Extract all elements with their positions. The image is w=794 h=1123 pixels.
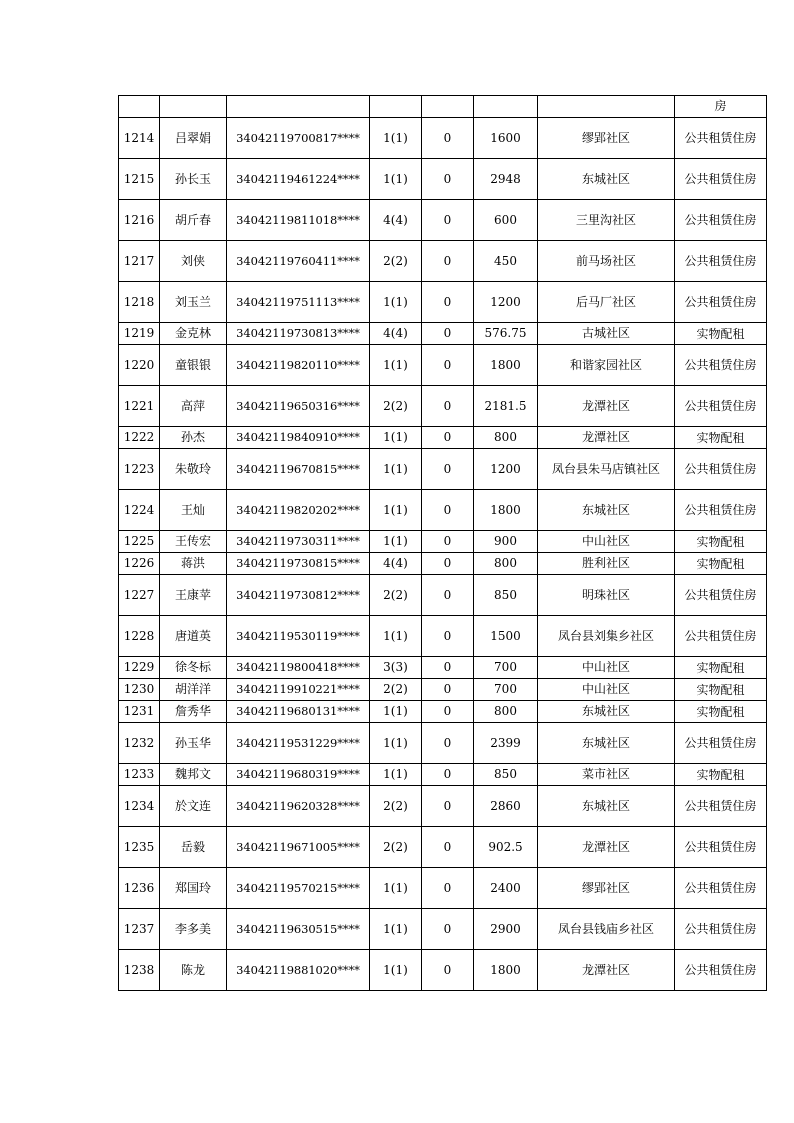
cell-id-number: 34042119730813****: [227, 323, 370, 345]
cell-amount: 800: [474, 701, 538, 723]
table-row: [119, 827, 767, 868]
cell-serial-number: 1231: [119, 701, 160, 723]
cell-name: 唐道英: [160, 616, 227, 657]
cell-name: 郑国玲: [160, 868, 227, 909]
table-row: [119, 553, 767, 575]
cell-family-size: 1(1): [370, 701, 422, 723]
cell-name: 徐冬标: [160, 657, 227, 679]
cell-family-size: 4(4): [370, 323, 422, 345]
cell-serial-number: 1218: [119, 282, 160, 323]
cell-zero-value: 0: [422, 531, 474, 553]
cell-allocation-type: 实物配租: [675, 764, 767, 786]
cell-serial-number: 1235: [119, 827, 160, 868]
table-row: [119, 531, 767, 553]
cell-family-size: 1(1): [370, 345, 422, 386]
cell-name: 岳毅: [160, 827, 227, 868]
cell-family-size: 4(4): [370, 200, 422, 241]
cell-id-number: 34042119820110****: [227, 345, 370, 386]
cell-family-size: 1(1): [370, 159, 422, 200]
cell-family-size: 1(1): [370, 490, 422, 531]
cell-zero-value: 0: [422, 575, 474, 616]
cell-allocation-type: 实物配租: [675, 657, 767, 679]
table-row: [119, 679, 767, 701]
cell-amount: 2181.5: [474, 386, 538, 427]
cell-serial-number: 1223: [119, 449, 160, 490]
table-row: [119, 868, 767, 909]
cell-allocation-type: 公共租赁住房: [675, 909, 767, 950]
cell-community: 龙潭社区: [538, 386, 675, 427]
cell-serial-number: 1226: [119, 553, 160, 575]
cell-allocation-type: 公共租赁住房: [675, 868, 767, 909]
cell-name: 胡斤春: [160, 200, 227, 241]
cell-amount: 902.5: [474, 827, 538, 868]
cell-id-number: 34042119730311****: [227, 531, 370, 553]
cell-serial-number: 1238: [119, 950, 160, 991]
cell-community: 古城社区: [538, 323, 675, 345]
cell-family-size: 3(3): [370, 657, 422, 679]
cell-serial-number: 1227: [119, 575, 160, 616]
cell-id-number: 34042119760411****: [227, 241, 370, 282]
cell-name: 王灿: [160, 490, 227, 531]
cell-amount: 1800: [474, 950, 538, 991]
cell-family-size: 2(2): [370, 679, 422, 701]
cell-allocation-type: 公共租赁住房: [675, 575, 767, 616]
cell-name: 陈龙: [160, 950, 227, 991]
cell-empty: [119, 96, 160, 118]
cell-name: 蒋洪: [160, 553, 227, 575]
cell-allocation-type: 公共租赁住房: [675, 950, 767, 991]
cell-zero-value: 0: [422, 490, 474, 531]
cell-family-size: 2(2): [370, 575, 422, 616]
cell-type-continued: 房: [675, 96, 767, 118]
cell-community: 中山社区: [538, 679, 675, 701]
cell-allocation-type: 公共租赁住房: [675, 241, 767, 282]
cell-serial-number: 1232: [119, 723, 160, 764]
table-row: [119, 723, 767, 764]
cell-allocation-type: 公共租赁住房: [675, 386, 767, 427]
cell-zero-value: 0: [422, 386, 474, 427]
table-row: [119, 616, 767, 657]
table-row: [119, 575, 767, 616]
cell-zero-value: 0: [422, 241, 474, 282]
cell-community: 东城社区: [538, 159, 675, 200]
table-row: [119, 159, 767, 200]
cell-serial-number: 1215: [119, 159, 160, 200]
cell-serial-number: 1225: [119, 531, 160, 553]
cell-amount: 2948: [474, 159, 538, 200]
cell-community: 三里沟社区: [538, 200, 675, 241]
cell-zero-value: 0: [422, 909, 474, 950]
cell-amount: 1600: [474, 118, 538, 159]
cell-serial-number: 1229: [119, 657, 160, 679]
cell-community: 龙潭社区: [538, 950, 675, 991]
cell-zero-value: 0: [422, 723, 474, 764]
table-row: [119, 386, 767, 427]
cell-amount: 2399: [474, 723, 538, 764]
cell-allocation-type: 公共租赁住房: [675, 159, 767, 200]
table-row: [119, 909, 767, 950]
cell-community: 凤台县刘集乡社区: [538, 616, 675, 657]
cell-zero-value: 0: [422, 786, 474, 827]
table-row: [119, 345, 767, 386]
cell-empty: [227, 96, 370, 118]
cell-id-number: 34042119650316****: [227, 386, 370, 427]
cell-zero-value: 0: [422, 200, 474, 241]
cell-allocation-type: 实物配租: [675, 553, 767, 575]
cell-community: 东城社区: [538, 786, 675, 827]
cell-community: 明珠社区: [538, 575, 675, 616]
cell-id-number: 34042119881020****: [227, 950, 370, 991]
table-row: [119, 241, 767, 282]
cell-allocation-type: 实物配租: [675, 531, 767, 553]
cell-allocation-type: 实物配租: [675, 323, 767, 345]
cell-allocation-type: 公共租赁住房: [675, 118, 767, 159]
table-row: [119, 490, 767, 531]
cell-serial-number: 1217: [119, 241, 160, 282]
cell-family-size: 2(2): [370, 827, 422, 868]
cell-amount: 800: [474, 427, 538, 449]
cell-family-size: 2(2): [370, 786, 422, 827]
cell-id-number: 34042119530119****: [227, 616, 370, 657]
cell-amount: 600: [474, 200, 538, 241]
cell-zero-value: 0: [422, 449, 474, 490]
cell-allocation-type: 公共租赁住房: [675, 490, 767, 531]
cell-family-size: 1(1): [370, 118, 422, 159]
cell-id-number: 34042119811018****: [227, 200, 370, 241]
cell-community: 和谐家园社区: [538, 345, 675, 386]
cell-allocation-type: 公共租赁住房: [675, 345, 767, 386]
cell-family-size: 1(1): [370, 282, 422, 323]
cell-amount: 850: [474, 764, 538, 786]
cell-zero-value: 0: [422, 159, 474, 200]
cell-allocation-type: 公共租赁住房: [675, 449, 767, 490]
cell-name: 高萍: [160, 386, 227, 427]
cell-community: 菜市社区: [538, 764, 675, 786]
cell-community: 缪郢社区: [538, 118, 675, 159]
cell-family-size: 1(1): [370, 449, 422, 490]
cell-allocation-type: 公共租赁住房: [675, 723, 767, 764]
cell-id-number: 34042119730812****: [227, 575, 370, 616]
table-row: [119, 701, 767, 723]
cell-community: 东城社区: [538, 490, 675, 531]
cell-serial-number: 1233: [119, 764, 160, 786]
cell-community: 中山社区: [538, 657, 675, 679]
cell-amount: 1800: [474, 345, 538, 386]
cell-name: 刘玉兰: [160, 282, 227, 323]
cell-name: 王传宏: [160, 531, 227, 553]
cell-family-size: 4(4): [370, 553, 422, 575]
cell-name: 孙杰: [160, 427, 227, 449]
continued-row: [119, 96, 767, 118]
cell-community: 凤台县朱马店镇社区: [538, 449, 675, 490]
cell-amount: 1200: [474, 449, 538, 490]
cell-name: 李多美: [160, 909, 227, 950]
cell-family-size: 1(1): [370, 723, 422, 764]
cell-id-number: 34042119751113****: [227, 282, 370, 323]
cell-zero-value: 0: [422, 345, 474, 386]
cell-zero-value: 0: [422, 827, 474, 868]
cell-id-number: 34042119700817****: [227, 118, 370, 159]
cell-allocation-type: 公共租赁住房: [675, 786, 767, 827]
cell-serial-number: 1236: [119, 868, 160, 909]
cell-serial-number: 1220: [119, 345, 160, 386]
cell-community: 凤台县钱庙乡社区: [538, 909, 675, 950]
cell-family-size: 1(1): [370, 616, 422, 657]
cell-name: 金克林: [160, 323, 227, 345]
cell-serial-number: 1228: [119, 616, 160, 657]
cell-amount: 2900: [474, 909, 538, 950]
cell-family-size: 1(1): [370, 427, 422, 449]
cell-family-size: 1(1): [370, 909, 422, 950]
cell-community: 龙潭社区: [538, 827, 675, 868]
cell-empty: [474, 96, 538, 118]
cell-zero-value: 0: [422, 950, 474, 991]
cell-allocation-type: 公共租赁住房: [675, 282, 767, 323]
cell-amount: 850: [474, 575, 538, 616]
cell-amount: 1800: [474, 490, 538, 531]
cell-empty: [160, 96, 227, 118]
cell-serial-number: 1237: [119, 909, 160, 950]
table-row: [119, 449, 767, 490]
cell-id-number: 34042119630515****: [227, 909, 370, 950]
cell-id-number: 34042119670815****: [227, 449, 370, 490]
cell-serial-number: 1216: [119, 200, 160, 241]
cell-allocation-type: 公共租赁住房: [675, 827, 767, 868]
cell-name: 胡洋洋: [160, 679, 227, 701]
cell-amount: 2860: [474, 786, 538, 827]
cell-zero-value: 0: [422, 616, 474, 657]
table-row: [119, 657, 767, 679]
table-row: [119, 427, 767, 449]
cell-community: 缪郢社区: [538, 868, 675, 909]
table-body: [119, 96, 767, 991]
cell-id-number: 34042119680131****: [227, 701, 370, 723]
cell-id-number: 34042119840910****: [227, 427, 370, 449]
cell-community: 龙潭社区: [538, 427, 675, 449]
allocation-table: [118, 95, 767, 991]
cell-serial-number: 1222: [119, 427, 160, 449]
cell-id-number: 34042119820202****: [227, 490, 370, 531]
cell-family-size: 1(1): [370, 531, 422, 553]
cell-id-number: 34042119730815****: [227, 553, 370, 575]
table-row: [119, 118, 767, 159]
cell-serial-number: 1219: [119, 323, 160, 345]
cell-id-number: 34042119910221****: [227, 679, 370, 701]
cell-family-size: 1(1): [370, 764, 422, 786]
cell-zero-value: 0: [422, 657, 474, 679]
cell-zero-value: 0: [422, 427, 474, 449]
cell-id-number: 34042119800418****: [227, 657, 370, 679]
cell-name: 朱敬玲: [160, 449, 227, 490]
cell-zero-value: 0: [422, 118, 474, 159]
cell-serial-number: 1214: [119, 118, 160, 159]
cell-id-number: 34042119680319****: [227, 764, 370, 786]
cell-allocation-type: 实物配租: [675, 427, 767, 449]
table-row: [119, 200, 767, 241]
cell-community: 前马场社区: [538, 241, 675, 282]
cell-zero-value: 0: [422, 282, 474, 323]
cell-name: 於文连: [160, 786, 227, 827]
cell-amount: 700: [474, 679, 538, 701]
cell-amount: 900: [474, 531, 538, 553]
cell-name: 魏邦文: [160, 764, 227, 786]
table-row: [119, 950, 767, 991]
table-row: [119, 282, 767, 323]
cell-zero-value: 0: [422, 868, 474, 909]
cell-family-size: 2(2): [370, 241, 422, 282]
cell-amount: 450: [474, 241, 538, 282]
cell-amount: 1500: [474, 616, 538, 657]
cell-family-size: 2(2): [370, 386, 422, 427]
cell-zero-value: 0: [422, 701, 474, 723]
cell-allocation-type: 公共租赁住房: [675, 200, 767, 241]
cell-id-number: 34042119461224****: [227, 159, 370, 200]
cell-zero-value: 0: [422, 679, 474, 701]
cell-amount: 2400: [474, 868, 538, 909]
cell-family-size: 1(1): [370, 868, 422, 909]
cell-community: 东城社区: [538, 723, 675, 764]
cell-zero-value: 0: [422, 553, 474, 575]
cell-community: 胜利社区: [538, 553, 675, 575]
cell-name: 童银银: [160, 345, 227, 386]
cell-id-number: 34042119671005****: [227, 827, 370, 868]
cell-id-number: 34042119531229****: [227, 723, 370, 764]
cell-family-size: 1(1): [370, 950, 422, 991]
cell-name: 孙长玉: [160, 159, 227, 200]
cell-serial-number: 1230: [119, 679, 160, 701]
cell-amount: 800: [474, 553, 538, 575]
cell-amount: 576.75: [474, 323, 538, 345]
cell-name: 詹秀华: [160, 701, 227, 723]
cell-community: 后马厂社区: [538, 282, 675, 323]
cell-community: 中山社区: [538, 531, 675, 553]
cell-id-number: 34042119570215****: [227, 868, 370, 909]
cell-community: 东城社区: [538, 701, 675, 723]
cell-zero-value: 0: [422, 323, 474, 345]
cell-allocation-type: 公共租赁住房: [675, 616, 767, 657]
cell-empty: [538, 96, 675, 118]
table-row: [119, 764, 767, 786]
cell-name: 刘侠: [160, 241, 227, 282]
cell-amount: 1200: [474, 282, 538, 323]
cell-id-number: 34042119620328****: [227, 786, 370, 827]
cell-empty: [370, 96, 422, 118]
cell-serial-number: 1224: [119, 490, 160, 531]
table-row: [119, 786, 767, 827]
cell-name: 孙玉华: [160, 723, 227, 764]
cell-allocation-type: 实物配租: [675, 679, 767, 701]
cell-amount: 700: [474, 657, 538, 679]
cell-serial-number: 1234: [119, 786, 160, 827]
cell-allocation-type: 实物配租: [675, 701, 767, 723]
cell-name: 吕翠娟: [160, 118, 227, 159]
cell-name: 王康苹: [160, 575, 227, 616]
cell-zero-value: 0: [422, 764, 474, 786]
table-row: [119, 323, 767, 345]
cell-empty: [422, 96, 474, 118]
cell-serial-number: 1221: [119, 386, 160, 427]
